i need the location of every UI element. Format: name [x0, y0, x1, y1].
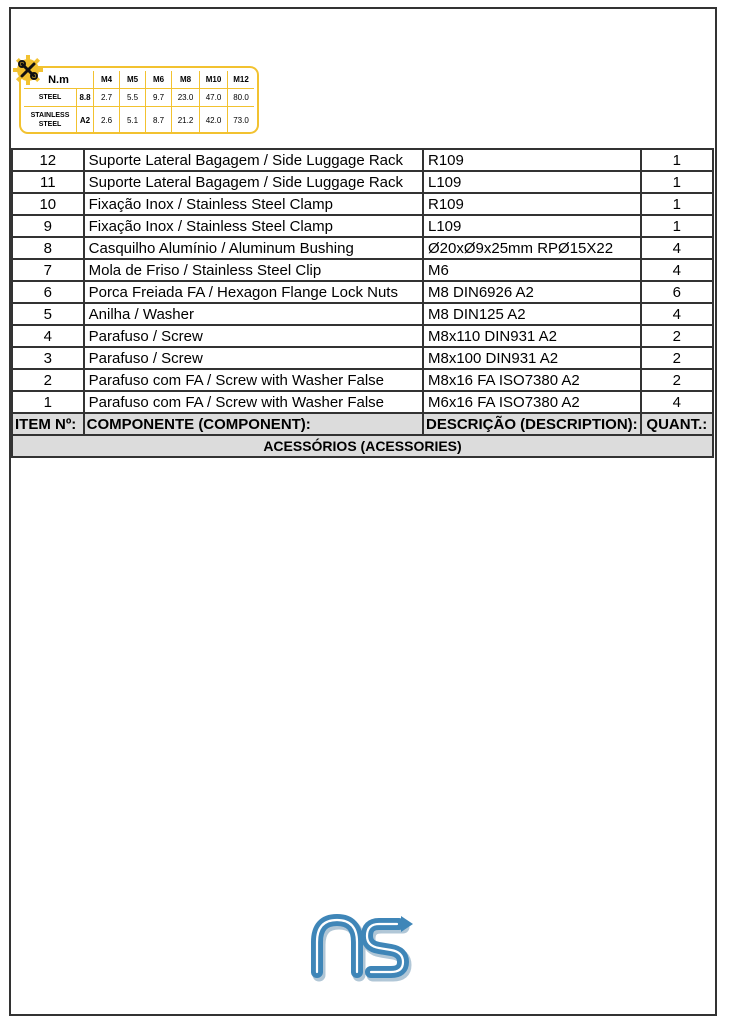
- component-name: Anilha / Washer: [84, 303, 423, 325]
- table-title: ACESSÓRIOS (ACESSORIES): [12, 435, 713, 457]
- item-number: 10: [12, 193, 84, 215]
- description: R109: [423, 193, 641, 215]
- header-component: COMPONENTE (COMPONENT):: [84, 413, 423, 435]
- material-label: STAINLESS STEEL: [24, 107, 77, 134]
- component-name: Suporte Lateral Bagagem / Side Luggage Rack: [84, 149, 423, 171]
- description: M6: [423, 259, 641, 281]
- quantity: 2: [641, 325, 713, 347]
- torque-value: 73.0: [233, 115, 249, 125]
- description: M8x16 FA ISO7380 A2: [423, 369, 641, 391]
- item-number: 12: [12, 149, 84, 171]
- header-description: DESCRIÇÃO (DESCRIPTION):: [423, 413, 641, 435]
- parts-row: [12, 391, 713, 413]
- parts-row: [12, 259, 713, 281]
- header-item: ITEM Nº:: [12, 413, 84, 435]
- quantity: 1: [641, 193, 713, 215]
- component-name: Porca Freiada FA / Hexagon Flange Lock Nuts: [84, 281, 423, 303]
- item-number: 8: [12, 237, 84, 259]
- item-number: 2: [12, 369, 84, 391]
- size-header: M10: [200, 71, 228, 89]
- parts-table: [11, 148, 714, 458]
- description: M8x100 DIN931 A2: [423, 347, 641, 369]
- item-number: 6: [12, 281, 84, 303]
- torque-value: 80.0: [228, 89, 255, 107]
- parts-row: [12, 215, 713, 237]
- parts-header-row: [12, 413, 713, 435]
- torque-value: 5.1: [120, 107, 146, 134]
- description: L109: [423, 215, 641, 237]
- parts-row: [12, 347, 713, 369]
- component-name: Casquilho Alumínio / Aluminum Bushing: [84, 237, 423, 259]
- torque-value: 5.5: [120, 89, 146, 107]
- component-name: Suporte Lateral Bagagem / Side Luggage Rack: [84, 171, 423, 193]
- torque-value: 2.7: [94, 89, 120, 107]
- as-logo: [305, 906, 417, 984]
- description: L109: [423, 171, 641, 193]
- quantity: 4: [641, 303, 713, 325]
- parts-row: [12, 369, 713, 391]
- torque-value: 23.0: [172, 89, 200, 107]
- component-name: Parafuso com FA / Screw with Washer False: [84, 369, 423, 391]
- item-number: 1: [12, 391, 84, 413]
- component-name: Parafuso / Screw: [84, 325, 423, 347]
- description: M8 DIN125 A2: [423, 303, 641, 325]
- description: M8x110 DIN931 A2: [423, 325, 641, 347]
- component-name: Fixação Inox / Stainless Steel Clamp: [84, 215, 423, 237]
- item-number: 7: [12, 259, 84, 281]
- size-header: M4: [94, 71, 120, 89]
- quantity: 6: [641, 281, 713, 303]
- description: Ø20xØ9x25mm RPØ15X22: [423, 237, 641, 259]
- size-header: M8: [172, 71, 200, 89]
- size-header: M12: [228, 71, 255, 89]
- parts-row: [12, 193, 713, 215]
- torque-table: [19, 66, 259, 134]
- grade-label: A2: [77, 107, 94, 134]
- torque-value: 47.0: [200, 89, 228, 107]
- torque-value: 8.7: [146, 107, 172, 134]
- parts-title-row: [12, 435, 713, 457]
- parts-row: [12, 149, 713, 171]
- component-name: Parafuso com FA / Screw with Washer False: [84, 391, 423, 413]
- description: R109: [423, 149, 641, 171]
- tools-icon: [12, 54, 44, 86]
- item-number: 5: [12, 303, 84, 325]
- component-name: Mola de Friso / Stainless Steel Clip: [84, 259, 423, 281]
- quantity: 4: [641, 391, 713, 413]
- torque-value: 9.7: [146, 89, 172, 107]
- material-label: STEEL: [24, 89, 77, 107]
- torque-value: 21.2: [172, 107, 200, 134]
- torque-unit: N.m: [24, 71, 94, 89]
- parts-row: [12, 171, 713, 193]
- parts-row: [12, 237, 713, 259]
- description: M8 DIN6926 A2: [423, 281, 641, 303]
- item-number: 4: [12, 325, 84, 347]
- grade-label: 8.8: [77, 89, 94, 107]
- quantity: 1: [641, 149, 713, 171]
- parts-row: [12, 303, 713, 325]
- torque-value: 42.0: [200, 107, 228, 134]
- item-number: 9: [12, 215, 84, 237]
- component-name: Parafuso / Screw: [84, 347, 423, 369]
- quantity: 4: [641, 237, 713, 259]
- component-name: Fixação Inox / Stainless Steel Clamp: [84, 193, 423, 215]
- parts-row: [12, 281, 713, 303]
- description: M6x16 FA ISO7380 A2: [423, 391, 641, 413]
- size-header: M5: [120, 71, 146, 89]
- quantity: 2: [641, 347, 713, 369]
- header-quantity: QUANT.:: [641, 413, 713, 435]
- quantity: 1: [641, 171, 713, 193]
- quantity: 2: [641, 369, 713, 391]
- parts-row: [12, 325, 713, 347]
- size-header: M6: [146, 71, 172, 89]
- item-number: 3: [12, 347, 84, 369]
- item-number: 11: [12, 171, 84, 193]
- quantity: 1: [641, 215, 713, 237]
- torque-value: 2.6: [94, 107, 120, 134]
- quantity: 4: [641, 259, 713, 281]
